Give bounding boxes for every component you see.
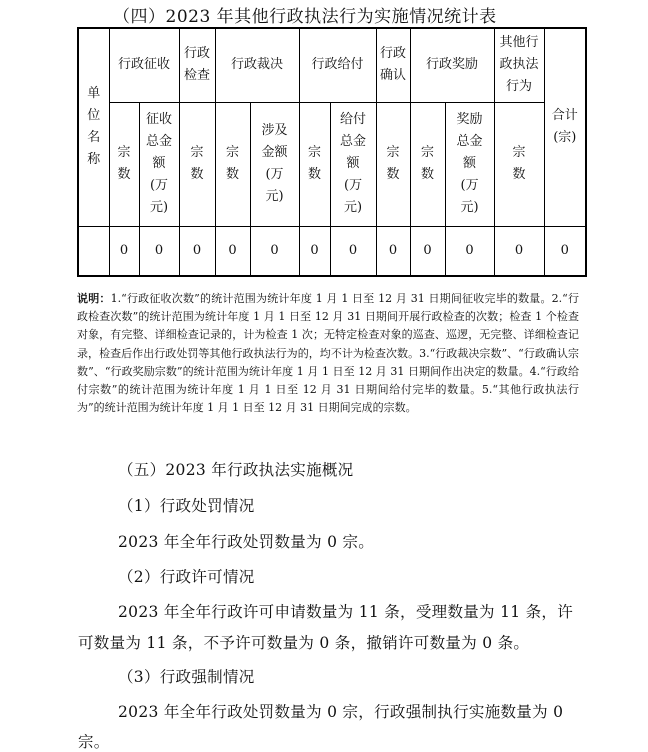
subsection-penalty-heading: （1）行政处罚情况 bbox=[118, 497, 255, 515]
license-paragraph-line2: 可数量为 11 条，不予许可数量为 0 条，撤销许可数量为 0 条。 bbox=[78, 634, 530, 652]
table-title: （四）2023 年其他行政执法行为实施情况统计表 bbox=[113, 7, 497, 27]
subheader-collection-amount: 征收 总金 额 (万 元) bbox=[139, 102, 179, 226]
value-cell: 0 bbox=[330, 226, 376, 276]
value-cell: 0 bbox=[109, 226, 139, 276]
enforcement-paragraph-line2: 宗。 bbox=[78, 733, 110, 751]
subheader-other-count: 宗 数 bbox=[494, 102, 544, 226]
value-cell: 0 bbox=[250, 226, 299, 276]
note-label: 说明： bbox=[77, 292, 111, 305]
value-cell: 0 bbox=[215, 226, 250, 276]
header-admin-inspection: 行政 检查 bbox=[179, 28, 215, 102]
value-cell: 0 bbox=[445, 226, 494, 276]
subheader-ruling-amount: 涉及 金额 (万 元) bbox=[250, 102, 299, 226]
note-text: 1.“行政征收次数”的统计范围为统计年度 1 月 1 日至 12 月 31 日期间征收完毕的数量。2.“行政检查次数”的统计范围为统计年度 1 月 1 日至 12 月 31 日期间开展行政检查的次数；检查 1 个检查对象，有完整、详细检查记录的，计为检查 1 次；无特定检查对象的巡查、巡逻，无完整、详细检查记录，检查后作出行政处罚等其他行政执法行为的，均不计为检查次数。3.“行政裁决宗数”、“行政确认宗数”、“行政奖励宗数”的统计范围为统计年度 1 月 1 日至 12 月 31 日期间作出决定的数量。4.“行政给付宗数”的统计范围为统计年度 1 月 1 日至 12 月 31 日期间给付完毕的数量。5.“其他行政执法行为”的统计范围为统计年度 1 月 1 日至 12 月 31 日期间完成的宗数。 bbox=[77, 292, 580, 415]
header-admin-collection: 行政征收 bbox=[109, 28, 179, 102]
value-cell: 0 bbox=[299, 226, 330, 276]
subsection-enforcement-heading: （3）行政强制情况 bbox=[118, 668, 255, 686]
value-cell: 0 bbox=[494, 226, 544, 276]
subheader-collection-count: 宗 数 bbox=[109, 102, 139, 226]
unit-name-cell bbox=[78, 226, 109, 276]
subheader-payment-count: 宗 数 bbox=[299, 102, 330, 226]
header-admin-ruling: 行政裁决 bbox=[215, 28, 299, 102]
value-cell: 0 bbox=[410, 226, 445, 276]
enforcement-paragraph-line1: 2023 年全年行政处罚数量为 0 宗，行政强制执行实施数量为 0 bbox=[118, 703, 564, 721]
subheader-reward-count: 宗 数 bbox=[410, 102, 445, 226]
table-row bbox=[78, 226, 586, 276]
header-admin-confirmation: 行政 确认 bbox=[376, 28, 410, 102]
header-other-enforcement: 其他行 政执法 行为 bbox=[494, 28, 544, 102]
penalty-paragraph: 2023 年全年行政处罚数量为 0 宗。 bbox=[118, 533, 375, 551]
header-total: 合计 (宗) bbox=[544, 28, 586, 226]
section-heading-5: （五）2023 年行政执法实施概况 bbox=[118, 461, 354, 479]
header-admin-reward: 行政奖励 bbox=[410, 28, 494, 102]
unit-name-header: 单 位 名 称 bbox=[78, 28, 109, 226]
subheader-payment-amount: 给付 总金 额 (万 元) bbox=[330, 102, 376, 226]
enforcement-stats-table bbox=[77, 27, 587, 277]
subheader-reward-amount: 奖励 总金 额 (万 元) bbox=[445, 102, 494, 226]
license-paragraph-line1: 2023 年全年行政许可申请数量为 11 条，受理数量为 11 条，许 bbox=[118, 603, 574, 621]
value-cell: 0 bbox=[139, 226, 179, 276]
header-admin-payment: 行政给付 bbox=[299, 28, 376, 102]
subheader-inspection-count: 宗 数 bbox=[179, 102, 215, 226]
value-cell: 0 bbox=[179, 226, 215, 276]
subsection-license-heading: （2）行政许可情况 bbox=[118, 568, 255, 586]
subheader-confirmation-count: 宗 数 bbox=[376, 102, 410, 226]
value-cell: 0 bbox=[376, 226, 410, 276]
table-note bbox=[77, 290, 579, 417]
value-cell: 0 bbox=[544, 226, 586, 276]
subheader-ruling-count: 宗 数 bbox=[215, 102, 250, 226]
